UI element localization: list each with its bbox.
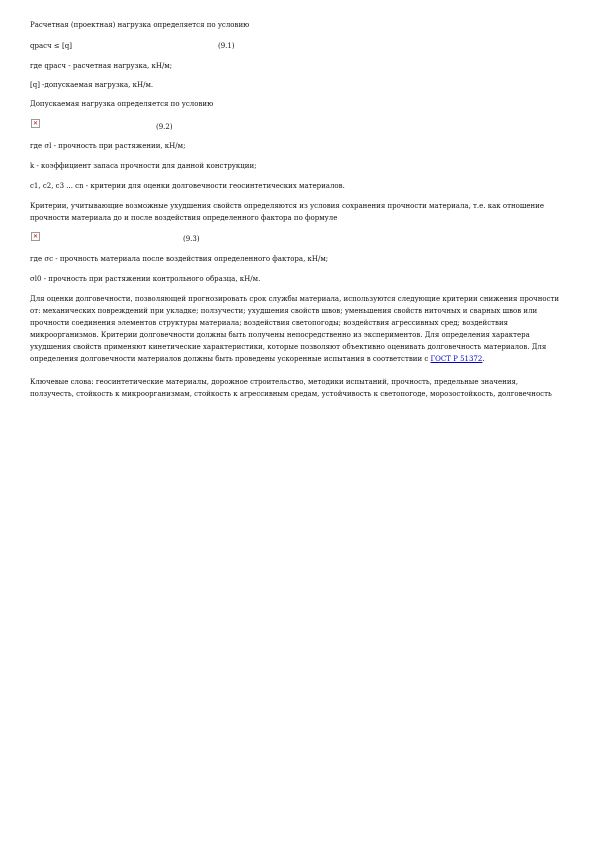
broken-image-icon: ✕ [33, 120, 39, 127]
equation-number-9-1: (9.1) [218, 42, 235, 50]
durability-text: Для оценки долговечности, позволяющей прогнозировать срок службы материала, используются следующие критерии снижения прочности от: механических повреждений при укладке; ползучести; ухудшения свойств швов; уменьшения свойств ниточных и сварных швов или прочности соединения элементов структуры материала; воздействия светопогоды; воздействия агрессивных сред; воздействия микроорганизмов. Критерии долговечности должны быть получены непосредственно из экспериментов. Для определения характера ухудшения свойств применяют кинетические характеристики, которые позволяют объективно оценивать долговечность материалов. Для определения долговечности материалов должны быть проведены ускоренные испытания в соответствии с [30, 295, 560, 363]
paragraph-keywords: Ключевые слова: геосинтетические материалы, дорожное строительство, методики испытаний, прочность, предельные значения, ползучесть, стойкость к микроорганизмам, стойкость к агрессивным средам, устойчивость к светопогоде, морозостойкость, долговечность [30, 378, 552, 398]
paragraph-k-definition: k - коэффициент запаса прочности для данной конструкции; [30, 162, 257, 170]
broken-image-icon: ✕ [33, 233, 39, 240]
durability-end: . [482, 355, 485, 363]
paragraph-sigma-c-definition: где σc - прочность материала после воздействия определенного фактора, кН/м; [30, 255, 329, 263]
paragraph-sigma-l-definition: где σl - прочность при растяжении, кН/м; [30, 142, 186, 150]
paragraph-qrasch-definition: где qрасч - расчетная нагрузка, кН/м; [30, 62, 173, 70]
gost-link[interactable]: ГОСТ Р 51372 [430, 355, 483, 363]
equation-number-9-2: (9.2) [156, 123, 173, 131]
paragraph-design-load-intro: Расчетная (проектная) нагрузка определяется по условию [30, 21, 250, 29]
formula-9-1: qрасч ≤ [q] [30, 42, 72, 50]
paragraph-allowed-load-intro: Допускаемая нагрузка определяется по условию [30, 100, 214, 108]
paragraph-criteria-explanation: Критерии, учитывающие возможные ухудшения свойств определяются из условия сохранения прочности материала, т.е. как отношение прочности материала до и после воздействия определенного фактора по формуле [30, 202, 544, 222]
paragraph-q-allowed-definition: [q] -допускаемая нагрузка, кН/м. [30, 81, 154, 89]
equation-number-9-3: (9.3) [183, 235, 200, 243]
paragraph-criteria-list: c1, c2, c3 ... cn - критерии для оценки долговечности геосинтетических материалов. [30, 182, 345, 190]
paragraph-sigma-l0-definition: σl0 - прочность при растяжении контрольного образца, кН/м. [30, 275, 261, 283]
paragraph-durability-assessment [30, 293, 560, 365]
